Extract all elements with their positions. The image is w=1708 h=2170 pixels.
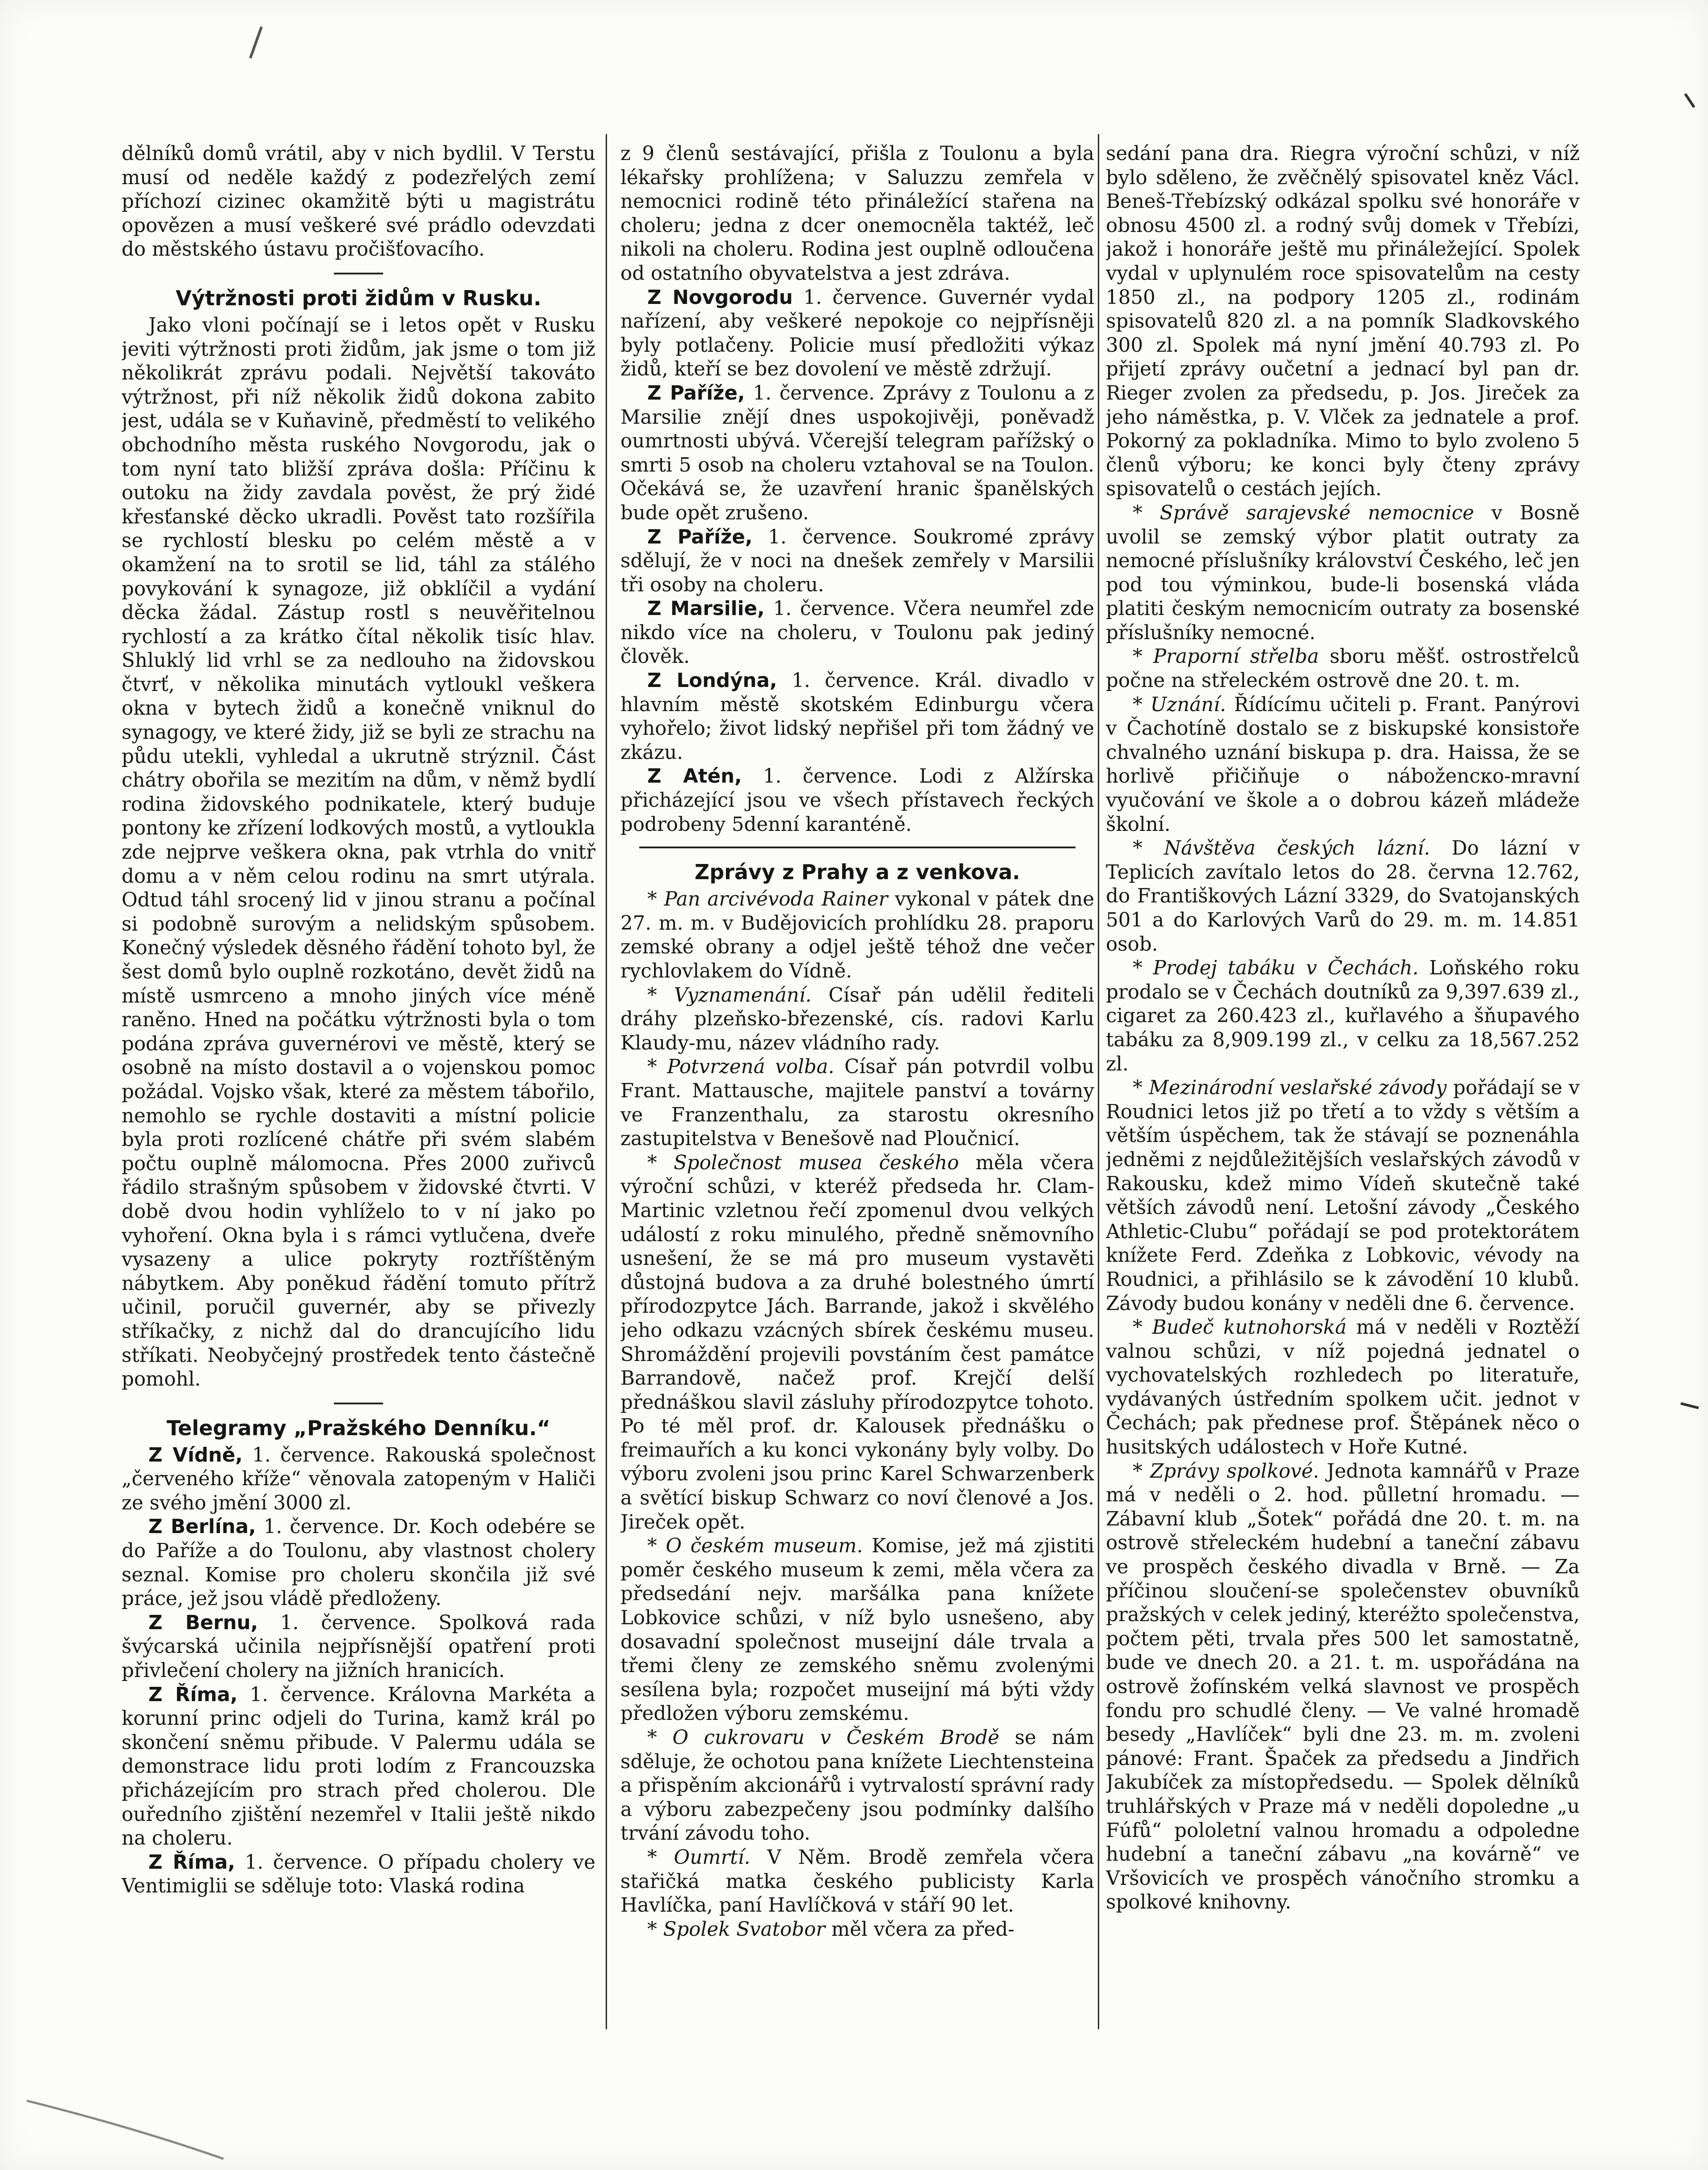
dateline: Z Říma, <box>148 1683 238 1706</box>
section-heading: Telegramy „Pražského Denníku.“ <box>166 1416 551 1440</box>
section-heading: Výtržnosti proti židům v Rusku. <box>175 286 542 310</box>
paragraph-text: Loňského roku prodalo se v Čechách doutníků za 9,397.639 zl., cigaret za 260.423 zl., kuřlavého a šňupavého tabáku za 8,909.199 zl., v celku za 18,567.252 zl. <box>1106 957 1580 1075</box>
item-lead: * Zprávy spolkové. <box>1133 1460 1320 1483</box>
paragraph-text: sboru měšť. ostrostřelců počne na střeleckém ostrově dne 20. t. m. <box>1106 645 1580 692</box>
article-paragraph <box>620 142 1094 286</box>
paragraph-text: Komise, jež má zjistiti poměr českého museum k zemi, měla včera za předsedání nejv. maršálka pana knížete Lobkovice schůzi, v níž bylo usnešeno, aby dosavadní společnost museijní dále trvala a třemi členy ze zemského sněmu zvolenými sesílena byla; rozpočet museijní má býti vždy předložen výboru zemskému. <box>620 1535 1094 1725</box>
dateline: Z Paříže, <box>647 526 753 548</box>
paragraph-text: sedání pana dra. Riegra výroční schůzi, v níž bylo sděleno, že zvěčnělý spisovatel kněz Václ. Beneš-Třebízský odkázal spolku své honoráře v obnosu 4500 zl. a rodný svůj domek v Třebízi, jakož i honoráře ještě mu přináležející. Spolek vydal v uplynulém roce spisovatelům na cesty 1850 zl., na podpory 1205 zl., rodinám spisovatelů 820 zl. a na pomník Sladkovského 300 zl. Spolek má nyní jmění 40.793 zl. Po přijetí zprávy oučetní a jednací byl pan dr. Rieger zvolen za předsedu, p. Jos. Jireček za jeho náměstka, p. V. Vlček za jednatele a prof. Pokorný za pokladníka. Mimo to bylo zvoleno 5 členů výboru; ke konci byly čteny zprávy spisovatelů o cestách jejích. <box>1106 143 1580 501</box>
article-paragraph <box>1106 142 1580 501</box>
article-paragraph <box>1106 693 1580 837</box>
dateline: Z Londýna, <box>647 670 777 692</box>
article-paragraph <box>122 314 595 1392</box>
article-paragraph <box>122 1515 595 1611</box>
item-lead: * Praporní střelba <box>1133 645 1319 668</box>
article-paragraph <box>1106 837 1580 956</box>
article-paragraph <box>620 1726 1094 1846</box>
article-paragraph <box>620 526 1094 598</box>
dateline: Z Atén, <box>647 765 742 788</box>
paragraph-text: měla včera výroční schůzi, v kteréž předseda hr. Clam-Martinic vzletnou řečí zpomenul dvou velkých událostí z roku minulého, předně sněmovního usnešení, že se má pro museum vystavěti důstojná budova a za druhé bolestného úmrtí přírodozpytce Jách. Barrande, jakož i skvělého jeho odkazu vzácných sbírek českému museu. Shromáždění projevili povstáním čest památce Barrandově, načež prof. Krejčí delší přednáškou slavil zásluhy přírodozpytce tohoto. Po té měl prof. dr. Kalousek přednášku o freimauřích a ku konci vykonány byly volby. Do výboru zvoleni jsou princ Karel Schwarzenberk a světící biskup Schwarz co noví členové a Jos. Jireček opět. <box>620 1151 1094 1534</box>
paragraph-text: 1. července. Královna Markéta a korunní princ odjeli do Turina, kamž král po skončení sněmu přibude. V Palermu udála se demonstrace lidu proti lodím z Francouzska přicházejícím pro strach před cholerou. Dle ouředního zjištění nezemřel v Italii ještě nikdo na choleru. <box>122 1683 595 1850</box>
article-paragraph <box>620 1055 1094 1151</box>
item-lead: * Spolek Svatobor <box>647 1918 826 1941</box>
paragraph-text: 1. července. Dr. Koch odebére se do Paříže a do Toulonu, aby vlastnost cholery seznal. Komise pro choleru skončila již své práce, jež jsou vládě předloženy. <box>122 1516 595 1610</box>
item-lead: * O českém museum. <box>647 1535 863 1558</box>
section-rule <box>639 847 1075 848</box>
item-lead: * Budeč kutnohorská <box>1133 1316 1347 1339</box>
dateline: Z Berlína, <box>148 1516 256 1538</box>
article-paragraph <box>1106 1460 1580 1915</box>
paragraph-text: v Bosně uvolil se zemský výbor platit outraty za nemocné příslušníky království Českého, leč jen pod tou výminkou, bude-li bosenská vláda platiti českým nemocnicím outraty za bosenské příslušníky nemocné. <box>1106 501 1580 644</box>
article-paragraph <box>620 984 1094 1056</box>
paragraph-text: se nám sděluje, že ochotou pana knížete Liechtensteina a přispěním akcionářů i vytrvalostí správní rady a výboru zabezpečeny jsou podmínky dalšího trvání závodu toho. <box>620 1727 1094 1845</box>
item-lead: * Společnost musea českého <box>647 1151 959 1174</box>
item-lead: * Návštěva českých lázní. <box>1133 837 1430 860</box>
article-paragraph <box>1106 645 1580 693</box>
paragraph-text: 1. července. Král. divadlo v hlavním městě skotském Edinburgu včera vyhořelo; život lidský nepřišel při tom žádný ve zkázu. <box>620 670 1094 764</box>
dateline: Z Novgorodu <box>647 286 793 309</box>
article-paragraph <box>1106 1076 1580 1316</box>
paragraph-text: 1. července. Lodi z Alžírska přicházející jsou ve všech přístavech řeckých podrobeny 5denní karanténě. <box>620 765 1094 836</box>
article-paragraph <box>620 1534 1094 1726</box>
item-lead: * O cukrovaru v Českém Brodě <box>647 1727 999 1749</box>
paragraph-text: Císař pán potvrdil volbu Frant. Mattausche, majitele panství a továrny ve Franzenthalu, za starostu okresního zastupitelstva v Benešově nad Ploučnicí. <box>620 1056 1094 1150</box>
article-paragraph <box>122 1611 595 1683</box>
article-paragraph <box>620 1918 1094 1942</box>
article-paragraph <box>1106 1316 1580 1460</box>
article-paragraph <box>122 1851 595 1899</box>
column-divider-1 <box>606 134 607 2029</box>
column-divider-2 <box>1098 134 1099 2029</box>
paragraph-text: 1. července. O případu cholery ve Ventimiglii se sděluje toto: Vlaská rodina <box>122 1851 595 1898</box>
column-1 <box>122 142 595 2033</box>
paragraph-text: Císař pán udělil řediteli dráhy plzeňsko-březenské, cís. radovi Karlu Klaudy-mu, název vládního rady. <box>620 984 1094 1054</box>
paragraph-text: měl včera za před- <box>831 1918 1015 1941</box>
section-rule <box>334 273 383 274</box>
paragraph-text: V Něm. Brodě zemřela včera stařičká matka českého publicisty Karla Havlíčka, paní Havlíčková v stáří 90 let. <box>620 1846 1094 1917</box>
item-lead: * Vyznamenání. <box>647 984 812 1007</box>
dateline: Z Marsilie, <box>647 598 765 620</box>
paragraph-text: 1. července. Soukromé zprávy sdělují, že v noci na dnešek zemřely v Marsilii tři osoby na choleru. <box>620 526 1094 596</box>
article-paragraph <box>620 669 1094 765</box>
item-lead: * Správě sarajevské nemocnice <box>1133 501 1474 524</box>
paragraph-text: 1. července. Spolková rada švýcarská učinila nejpřísnější opatření proti přivlečení cholery na jižních hranicích. <box>122 1611 595 1682</box>
dateline: Z Říma, <box>148 1851 236 1874</box>
dateline: Z Vídně, <box>148 1444 243 1466</box>
item-lead: * Pan arcivévoda Rainer <box>647 888 888 911</box>
dateline: Z Bernu, <box>148 1611 258 1634</box>
article-paragraph <box>122 1444 595 1516</box>
article-paragraph <box>620 597 1094 669</box>
item-lead: * Potvrzená volba. <box>647 1056 835 1079</box>
article-paragraph <box>122 1683 595 1851</box>
paragraph-text: Do lázní v Teplicích zavítalo letos do 28. června 12.762, do Františkových Lázní 3329, do Svatojanských 501 a do Karlových Varů do 29. m. m. 14.851 osob. <box>1106 837 1580 956</box>
dateline: Z Paříže, <box>647 382 745 405</box>
column-2 <box>620 142 1094 2033</box>
paragraph-text: Jednota kamnářů v Praze má v neděli o 2. hod. půlletní hromadu. — Zábavní klub „Šotek“ pořádá dne 20. t. m. na ostrově střeleckém hudební a taneční zábavu ve prospěch českého divadla v Brně. — Za příčinou sloučení-se společenstev obuvníků pražských v celek jediný, kteréžto společenstva, počtem pěti, trvala přes 500 let samostatně, bude ve dnech 20. a 21. t. m. uspořádána na ostrově žofínském velká slavnost ve prospěch fondu pro schudlé členy. — Ve valné hromadě besedy „Havlíček“ byli dne 23. m. m. zvoleni pánové: Frant. Špaček za předsedu a Jindřich Jakubíček za místopředsedu. — Spolek dělníků truhlářských v Praze má v neděli dopoledne „u Fúfů“ pololetní valnou hromadu a odpoledne hudební a taneční zábavu „na kovárně“ ve Vršovicích ve prospěch vánočního stromku a spolkové knihovny. <box>1106 1460 1580 1914</box>
article-paragraph <box>620 1846 1094 1918</box>
item-lead: * Oumrtí. <box>647 1846 751 1869</box>
paragraph-text: má v neděli v Roztěží valnou schůzi, v níž pojedná jednatel o vychovatelských rozhledech po literatuře, vydávaných ústředním spolkem učit. jednot v Čechách; pak přednese prof. Štěpánek něco o husitských událostech v Hoře Kutné. <box>1106 1316 1580 1459</box>
paragraph-text: Řídícímu učiteli p. Frant. Panýrovi v Čachotíně dostalo se z biskupské konsistoře chvalného uznání biskupa p. dra. Haissa, že se horlivě přičiňuje o náboženско-mravní vyučování ve škole a o dobrou kázeň mládeže školní. <box>1106 693 1580 836</box>
article-paragraph <box>620 888 1094 983</box>
section-heading: Zprávy z Prahy a z venkova. <box>694 860 1021 885</box>
paragraph-text: 1. července. Rakouská společnost „červeného kříže“ věnovala zatopeným v Haliči ze svého jmění 3000 zl. <box>122 1444 595 1514</box>
paragraph-text: z 9 členů sestávající, přišla z Toulonu a byla lékařsky prohlížena; v Saluzzu zemřela v nemocnici rodině této přináležící stařena na choleru; jedna z dcer onemocněla taktéž, leč nikoli na choleru. Rodina jest ouplně odloučena od ostatního obyvatelstva a jest zdráva. <box>620 143 1094 285</box>
item-lead: * Uznání. <box>1133 693 1226 716</box>
paragraph-text: vykonal v pátek dne 27. m. m. v Budějovicích prohlídku 28. praporu zemské obrany a odjel ještě téhož dne večer rychlovlakem do Vídně. <box>620 888 1094 982</box>
section-rule <box>334 1403 383 1404</box>
item-lead: * Prodej tabáku v Čechách. <box>1133 957 1419 980</box>
article-paragraph <box>620 765 1094 837</box>
article-paragraph <box>620 382 1094 526</box>
article-paragraph <box>620 286 1094 382</box>
article-paragraph <box>1106 956 1580 1076</box>
paragraph-text: pořádají se v Roudnici letos již po třetí a to vždy s větším a větším úspěchem, tak že stávají se poznenáhla jedněmi z nejdůležitějších veslařských závodů v Rakousku, kdež mimo Vídeň skutečně také větších závodů není. Letošní závody „Českého Athletic-Clubu“ pořádají se pod protektorátem knížete Ferd. Zdeňka z Lobkovic, vévody na Roudnici, a přihlásilo se k závodění 10 klubů. Závody budou konány v neděli dne 6. července. <box>1106 1077 1580 1315</box>
column-3 <box>1106 142 1580 2033</box>
item-lead: * Mezinárodní veslařské závody <box>1133 1077 1447 1100</box>
article-paragraph <box>122 142 595 262</box>
paragraph-text: 1. července. Guvernér vydal nařízení, aby veškeré nepokoje co nejpřísněji byly potlačeny. Policie musí předložiti výkaz židů, kteří se bez dovolení ve městě zdržují. <box>620 286 1094 381</box>
article-paragraph <box>620 1151 1094 1535</box>
paragraph-text: Jako vloni počínají se i letos opět v Rusku jeviti výtržnosti proti židům, jak jsme o tom již několikrát zprávu podali. Největší takováto výtržnost, při níž několik židů dokona zabito jest, udála se v Kuňavině, předměstí to velikého obchodního města ruského Novgorodu, jak o tom nyní tato bližší zpráva došla: Příčinu k outoku na židy zavdala pověst, že prý židé křesťanské děcko ukradli. Pověst tato rozšířila se rychlostí blesku po celém městě a v okamžení na to srotil se lid, táhl za stálého povykování k synagoze, již obklíčil a vydání děcka žádal. Zástup rostl s neuvěřitelnou rychlostí a za krátko čítal několik tisíc hlav. Shluklý lid vrhl se za nedlouho na židovskou čtvrť, v několika minutách vytloukl veškera okna v bytech židů a konečně vniknul do synagogy, ve které židy, již se byli ze strachu na půdu utekli, vyhledal a ukrutně strýznil. Část chátry obořila se mezitím na dům, v němž bydlí rodina židovského podnikatele, který buduje pontony ke zřízení lodkových mostů, a vytloukla zde nejprve veškera okna, pak vtrhla do vnitř domu a v něm celou rodinu na smrt utýrala. Odtud táhl srocený lid v jinou stranu a počínal si podobně surovým a nelidským spůsobem. Konečný výsledek děsného řádění tohoto byl, že šest domů bylo ouplně rozkotáno, devět židů na místě usmrceno a mnoho jiných více méně raněno. Hned na počátku výtržnosti byla o tom podána zpráva guvernérovi ve městě, který se osobně na místo dostavil a o vojenskou pomoc požádal. Vojsko však, které za městem tábořilo, nemohlo se rychle dostaviti a místní policie byla proti rozlícené chátře při svém slabém počtu ouplně málomocna. Přes 2000 zuřivců řádilo strašným spůsobem v židovské čtvrti. V době dvou hodin vyhlíželo to v ní jako po vyhoření. Okna byla i s rámci vytlučena, dveře vysazeny a ulice pokryty roztříštěným nábytkem. Aby poněkud řádění tomuto přítrž učinil, poručil guvernér, aby se přivezly stříkačky, z nichž dal do drancujícího lidu stříkati. Neobyčejný prostředek tento částečně pomohl. <box>122 314 595 1391</box>
article-paragraph <box>1106 501 1580 645</box>
paragraph-text: 1. července. Zprávy z Toulonu a z Marsilie znějí dnes uspokojivěji, poněvadž oumrtnosti ubývá. Včerejší telegram pařížský o smrti 5 osob na choleru vztahoval se na Toulon. Očekává se, že uzavření hranic španělských bude opět zrušeno. <box>620 382 1094 524</box>
paragraph-text: 1. července. Včera neumřel zde nikdo více na choleru, v Toulonu pak jediný člověk. <box>620 598 1094 668</box>
paragraph-text: dělníků domů vrátil, aby v nich bydlil. V Terstu musí od neděle každý z podezřelých zemí příchozí cizinec okamžitě býti u magistrátu opovězen a musí veškeré své prádlo odevzdati do městského ústavu pročišťovacího. <box>122 143 595 261</box>
